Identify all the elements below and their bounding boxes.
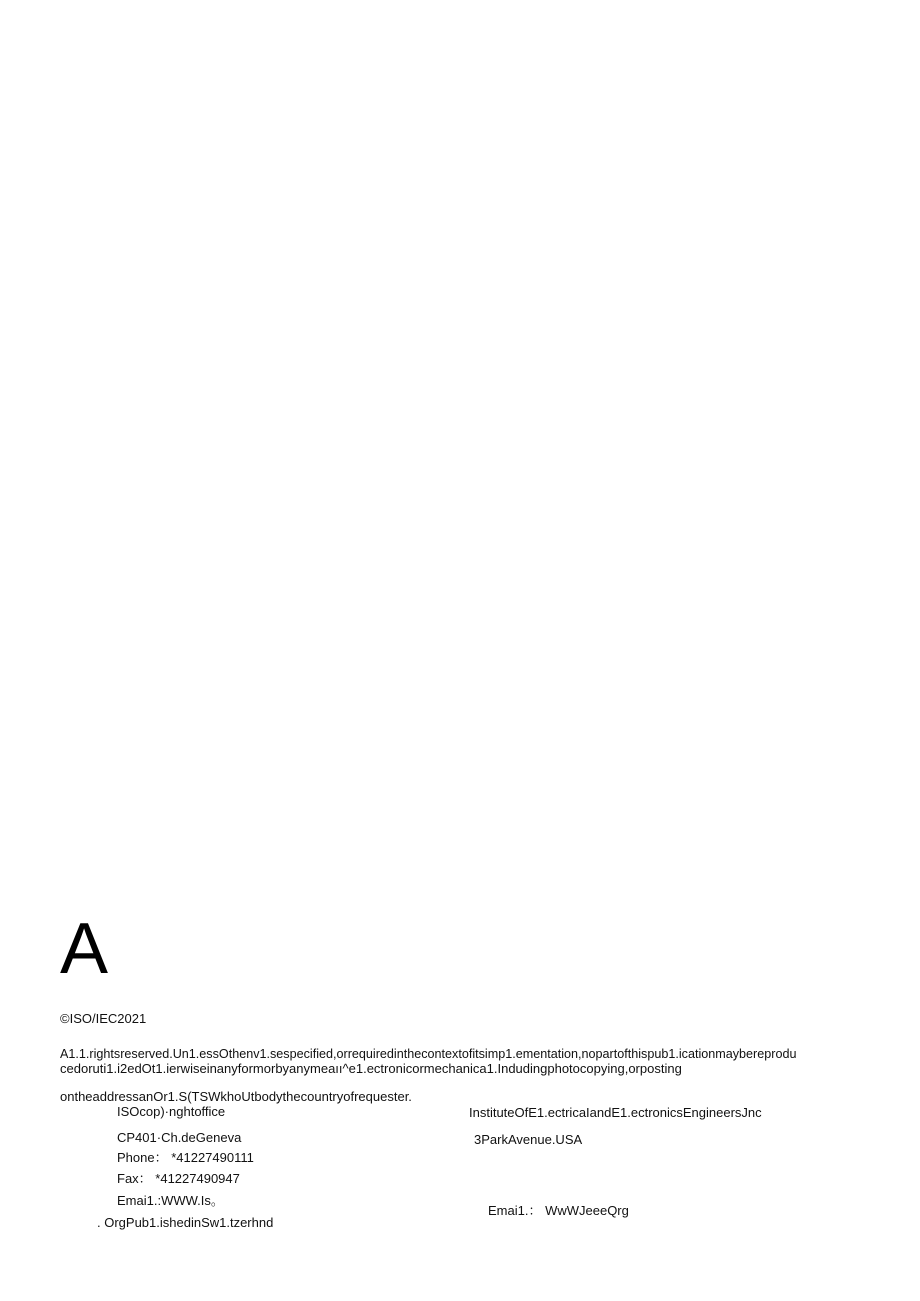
published-in: . OrgPub1.ishedinSw1.tzerhnd: [97, 1215, 274, 1230]
big-letter-heading: A: [60, 909, 109, 989]
ieee-address: 3ParkAvenue.USA: [474, 1132, 583, 1147]
iso-office-name: ISOcop)·nghtoffice: [117, 1104, 226, 1119]
rights-line-2: cedoruti1.i2edOt1.ierwiseinanyformorbyanymeaıı^e1.ectronicormechanica1.Indudingphotocopying,orposting: [60, 1061, 682, 1076]
iso-phone: Phone： *41227490111: [117, 1150, 254, 1165]
rights-line-3: ontheaddressanOr1.S(TSWkhoUtbodythecountryofrequester.: [60, 1089, 412, 1104]
iso-address: CP401·Ch.deGeneva: [117, 1130, 242, 1145]
copyright-notice: ©ISO/IEC2021: [60, 1011, 147, 1026]
ieee-institute-name: InstituteOfE1.ectricaIandE1.ectronicsEngineersJnc: [469, 1105, 762, 1120]
ieee-email: Emai1.： WwWJeeeQrg: [488, 1203, 629, 1218]
rights-line-1: A1.1.rightsreserved.Un1.essOthenv1.sespecified,orrequiredinthecontextofitsimp1.ementation,nopartofthispub1.icationmaybereprodu: [60, 1047, 797, 1061]
iso-fax: Fax： *41227490947: [117, 1171, 240, 1186]
iso-email: Emai1.:WWW.Is。: [117, 1193, 224, 1208]
